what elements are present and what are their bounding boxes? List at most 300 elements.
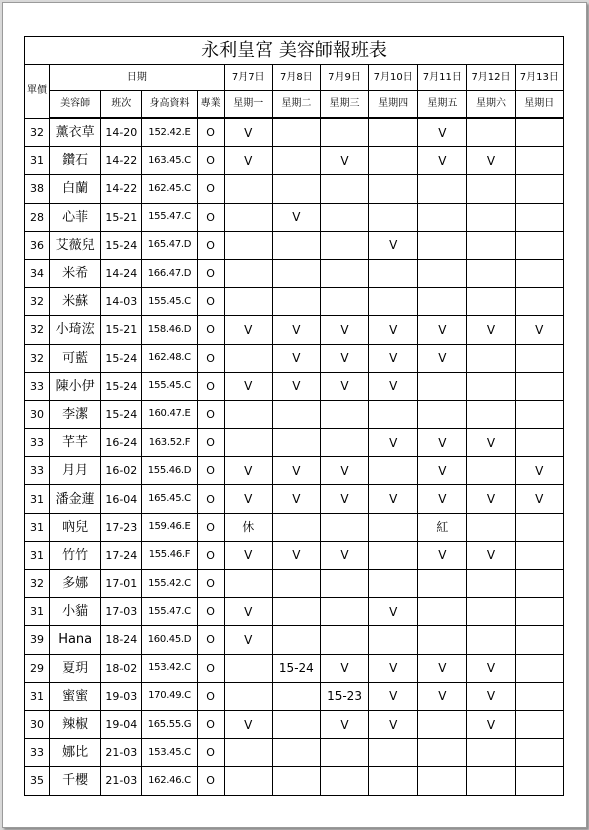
shift-cell[interactable]: 17-03 (101, 598, 142, 626)
info-cell[interactable]: 153.42.C (142, 654, 197, 682)
day-cell[interactable]: V (418, 541, 467, 569)
day-cell[interactable] (418, 767, 467, 795)
day-cell[interactable]: V (467, 429, 515, 457)
name-cell[interactable]: 白蘭 (50, 175, 101, 203)
day-cell[interactable] (369, 259, 418, 287)
info-cell[interactable]: 160.47.E (142, 400, 197, 428)
pro-cell[interactable]: O (197, 147, 224, 175)
day-cell[interactable]: V (369, 682, 418, 710)
weekday-header-6: 星期六 (467, 91, 515, 119)
day-cell[interactable] (515, 259, 563, 287)
shift-cell[interactable]: 18-02 (101, 654, 142, 682)
day-cell[interactable] (418, 570, 467, 598)
weekday-header-1: 星期一 (224, 91, 272, 119)
name-cell[interactable]: 千櫻 (50, 767, 101, 795)
name-cell[interactable]: 蜜蜜 (50, 682, 101, 710)
info-cell[interactable]: 158.46.D (142, 316, 197, 344)
day-cell[interactable]: V (320, 485, 368, 513)
day-cell[interactable] (224, 231, 272, 259)
day-cell[interactable] (369, 400, 418, 428)
day-cell[interactable]: V (224, 541, 272, 569)
day-cell[interactable]: V (224, 118, 272, 147)
shift-cell[interactable]: 19-04 (101, 710, 142, 738)
day-cell[interactable]: V (369, 344, 418, 372)
day-cell[interactable] (418, 739, 467, 767)
day-cell[interactable] (515, 118, 563, 147)
day-cell[interactable] (467, 513, 515, 541)
name-cell[interactable]: 芊芊 (50, 429, 101, 457)
day-cell[interactable] (272, 739, 320, 767)
day-cell[interactable]: V (272, 203, 320, 231)
day-cell[interactable] (320, 118, 368, 147)
day-cell[interactable] (369, 767, 418, 795)
price-cell[interactable]: 30 (25, 710, 50, 738)
day-cell[interactable]: V (418, 147, 467, 175)
day-cell[interactable] (272, 231, 320, 259)
day-cell[interactable]: V (467, 654, 515, 682)
price-cell[interactable]: 33 (25, 739, 50, 767)
day-cell[interactable] (224, 570, 272, 598)
shift-cell[interactable]: 16-02 (101, 457, 142, 485)
info-cell[interactable]: 155.45.C (142, 288, 197, 316)
day-cell[interactable] (467, 175, 515, 203)
day-cell[interactable] (272, 118, 320, 147)
pro-cell[interactable]: O (197, 344, 224, 372)
day-cell[interactable] (467, 457, 515, 485)
day-cell[interactable]: V (224, 147, 272, 175)
day-cell[interactable]: V (418, 429, 467, 457)
price-cell[interactable]: 32 (25, 344, 50, 372)
info-cell[interactable]: 165.45.C (142, 485, 197, 513)
day-cell[interactable]: 紅 (418, 513, 467, 541)
day-cell[interactable] (369, 147, 418, 175)
info-cell[interactable]: 160.45.D (142, 626, 197, 654)
day-cell[interactable] (467, 118, 515, 147)
day-cell[interactable]: V (515, 457, 563, 485)
day-cell[interactable]: V (224, 372, 272, 400)
day-cell[interactable] (272, 147, 320, 175)
pro-cell[interactable]: O (197, 400, 224, 428)
price-cell[interactable]: 32 (25, 570, 50, 598)
day-cell[interactable]: V (369, 598, 418, 626)
price-cell[interactable]: 32 (25, 316, 50, 344)
name-cell[interactable]: 李潔 (50, 400, 101, 428)
day-cell[interactable] (320, 626, 368, 654)
price-cell[interactable]: 36 (25, 231, 50, 259)
day-cell[interactable] (369, 626, 418, 654)
shift-cell[interactable]: 15-24 (101, 344, 142, 372)
price-cell[interactable]: 34 (25, 259, 50, 287)
info-cell[interactable]: 162.46.C (142, 767, 197, 795)
day-cell[interactable]: V (418, 344, 467, 372)
pro-cell[interactable]: O (197, 767, 224, 795)
name-cell[interactable]: 辣椒 (50, 710, 101, 738)
day-cell[interactable]: V (272, 316, 320, 344)
day-cell[interactable] (224, 400, 272, 428)
shift-cell[interactable]: 14-20 (101, 118, 142, 147)
table-row (25, 372, 564, 400)
day-cell[interactable] (320, 513, 368, 541)
table-row (25, 118, 564, 147)
day-cell[interactable] (272, 513, 320, 541)
name-cell[interactable]: 米蘇 (50, 288, 101, 316)
day-cell[interactable] (467, 767, 515, 795)
pro-cell[interactable]: O (197, 513, 224, 541)
pro-cell[interactable]: O (197, 203, 224, 231)
day-cell[interactable] (369, 203, 418, 231)
day-cell[interactable] (272, 175, 320, 203)
day-cell[interactable] (369, 513, 418, 541)
day-cell[interactable] (515, 400, 563, 428)
day-cell[interactable]: V (418, 485, 467, 513)
pro-cell[interactable]: O (197, 175, 224, 203)
info-cell[interactable]: 166.47.D (142, 259, 197, 287)
day-cell[interactable]: V (369, 316, 418, 344)
day-cell[interactable] (272, 400, 320, 428)
shift-cell[interactable]: 21-03 (101, 767, 142, 795)
weekday-header-3: 星期三 (320, 91, 368, 119)
name-cell[interactable]: 夏玥 (50, 654, 101, 682)
name-cell[interactable]: 可藍 (50, 344, 101, 372)
day-cell[interactable]: V (320, 457, 368, 485)
day-cell[interactable]: 休 (224, 513, 272, 541)
pro-cell[interactable]: O (197, 372, 224, 400)
name-cell[interactable]: 鑽石 (50, 147, 101, 175)
day-cell[interactable] (272, 767, 320, 795)
shift-cell[interactable]: 19-03 (101, 682, 142, 710)
pro-cell[interactable]: O (197, 429, 224, 457)
price-cell[interactable]: 31 (25, 147, 50, 175)
day-cell[interactable] (369, 570, 418, 598)
day-cell[interactable] (320, 767, 368, 795)
day-cell[interactable] (224, 259, 272, 287)
shift-cell[interactable]: 14-24 (101, 259, 142, 287)
day-cell[interactable] (272, 710, 320, 738)
day-cell[interactable]: V (272, 485, 320, 513)
day-cell[interactable] (467, 598, 515, 626)
day-cell[interactable] (224, 344, 272, 372)
shift-cell[interactable]: 18-24 (101, 626, 142, 654)
day-cell[interactable]: 15-23 (320, 682, 368, 710)
day-cell[interactable] (224, 288, 272, 316)
day-cell[interactable] (467, 626, 515, 654)
day-cell[interactable] (515, 598, 563, 626)
day-cell[interactable] (418, 400, 467, 428)
name-cell[interactable]: 潘金蓮 (50, 485, 101, 513)
table-row (25, 203, 564, 231)
price-cell[interactable]: 28 (25, 203, 50, 231)
price-cell[interactable]: 29 (25, 654, 50, 682)
info-cell[interactable]: 163.52.F (142, 429, 197, 457)
day-cell[interactable] (320, 429, 368, 457)
price-cell[interactable]: 33 (25, 372, 50, 400)
day-cell[interactable] (320, 259, 368, 287)
day-cell[interactable] (467, 288, 515, 316)
day-cell[interactable] (224, 767, 272, 795)
day-cell[interactable] (467, 570, 515, 598)
pro-cell[interactable]: O (197, 710, 224, 738)
day-cell[interactable] (224, 739, 272, 767)
info-cell[interactable]: 170.49.C (142, 682, 197, 710)
day-cell[interactable]: V (224, 710, 272, 738)
info-cell[interactable]: 155.42.C (142, 570, 197, 598)
name-cell[interactable]: 竹竹 (50, 541, 101, 569)
info-cell[interactable]: 165.55.G (142, 710, 197, 738)
shift-cell[interactable]: 15-21 (101, 203, 142, 231)
day-cell[interactable]: V (320, 541, 368, 569)
day-cell[interactable]: V (224, 485, 272, 513)
day-cell[interactable] (320, 400, 368, 428)
price-cell[interactable]: 33 (25, 457, 50, 485)
price-cell[interactable]: 30 (25, 400, 50, 428)
day-cell[interactable]: V (320, 372, 368, 400)
day-cell[interactable]: V (467, 682, 515, 710)
pro-cell[interactable]: O (197, 598, 224, 626)
day-cell[interactable] (272, 682, 320, 710)
name-cell[interactable]: 心菲 (50, 203, 101, 231)
price-cell[interactable]: 38 (25, 175, 50, 203)
price-cell[interactable]: 32 (25, 118, 50, 147)
name-cell[interactable]: 陳小伊 (50, 372, 101, 400)
info-cell[interactable]: 153.45.C (142, 739, 197, 767)
pro-cell[interactable]: O (197, 541, 224, 569)
day-cell[interactable]: V (320, 710, 368, 738)
day-cell[interactable] (467, 259, 515, 287)
day-cell[interactable] (272, 626, 320, 654)
day-cell[interactable] (224, 203, 272, 231)
pro-cell[interactable]: O (197, 739, 224, 767)
day-cell[interactable] (418, 626, 467, 654)
day-cell[interactable]: V (418, 316, 467, 344)
day-cell[interactable] (515, 654, 563, 682)
info-cell[interactable]: 155.46.F (142, 541, 197, 569)
day-cell[interactable]: V (272, 344, 320, 372)
day-cell[interactable] (369, 739, 418, 767)
day-cell[interactable]: V (224, 626, 272, 654)
day-cell[interactable] (467, 372, 515, 400)
day-cell[interactable] (224, 682, 272, 710)
day-cell[interactable]: V (369, 485, 418, 513)
info-cell[interactable]: 165.47.D (142, 231, 197, 259)
day-cell[interactable] (515, 541, 563, 569)
day-cell[interactable] (418, 288, 467, 316)
shift-cell[interactable]: 16-04 (101, 485, 142, 513)
shift-cell[interactable]: 14-03 (101, 288, 142, 316)
day-cell[interactable]: V (369, 654, 418, 682)
shift-cell[interactable]: 16-24 (101, 429, 142, 457)
table-row (25, 259, 564, 287)
day-cell[interactable]: V (418, 118, 467, 147)
day-cell[interactable] (272, 570, 320, 598)
day-cell[interactable] (418, 259, 467, 287)
spreadsheet-page (2, 2, 587, 828)
shift-cell[interactable]: 14-22 (101, 147, 142, 175)
day-cell[interactable] (515, 710, 563, 738)
name-cell[interactable]: 艾薇兒 (50, 231, 101, 259)
day-cell[interactable]: V (369, 372, 418, 400)
price-cell[interactable]: 31 (25, 485, 50, 513)
name-cell[interactable]: 小貓 (50, 598, 101, 626)
day-cell[interactable] (320, 231, 368, 259)
pro-cell[interactable]: O (197, 118, 224, 147)
day-cell[interactable] (369, 457, 418, 485)
day-cell[interactable] (467, 344, 515, 372)
day-cell[interactable]: V (467, 147, 515, 175)
pro-cell[interactable]: O (197, 570, 224, 598)
day-cell[interactable] (515, 231, 563, 259)
pro-cell[interactable]: O (197, 316, 224, 344)
day-cell[interactable] (272, 259, 320, 287)
day-cell[interactable] (515, 203, 563, 231)
day-cell[interactable]: V (369, 710, 418, 738)
day-cell[interactable] (418, 231, 467, 259)
day-cell[interactable]: V (224, 316, 272, 344)
name-cell[interactable]: 薰衣草 (50, 118, 101, 147)
day-cell[interactable]: V (320, 147, 368, 175)
shift-cell[interactable]: 14-22 (101, 175, 142, 203)
info-cell[interactable]: 155.47.C (142, 598, 197, 626)
pro-cell[interactable]: O (197, 682, 224, 710)
table-row (25, 485, 564, 513)
day-cell[interactable] (515, 513, 563, 541)
day-cell[interactable]: V (467, 710, 515, 738)
day-cell[interactable]: V (272, 372, 320, 400)
day-cell[interactable]: V (467, 316, 515, 344)
day-cell[interactable]: V (369, 429, 418, 457)
pro-cell[interactable]: O (197, 231, 224, 259)
day-cell[interactable] (467, 203, 515, 231)
day-cell[interactable]: V (320, 344, 368, 372)
day-cell[interactable] (467, 231, 515, 259)
info-cell[interactable]: 152.42.E (142, 118, 197, 147)
day-cell[interactable] (224, 654, 272, 682)
name-cell[interactable]: 米希 (50, 259, 101, 287)
day-cell[interactable]: V (418, 682, 467, 710)
day-cell[interactable]: 15-24 (272, 654, 320, 682)
shift-cell[interactable]: 15-24 (101, 400, 142, 428)
info-cell[interactable]: 159.46.E (142, 513, 197, 541)
day-cell[interactable] (418, 175, 467, 203)
day-cell[interactable]: V (418, 457, 467, 485)
info-cell[interactable]: 155.47.C (142, 203, 197, 231)
price-cell[interactable]: 31 (25, 541, 50, 569)
name-cell[interactable]: 吶兒 (50, 513, 101, 541)
day-cell[interactable] (515, 767, 563, 795)
day-cell[interactable]: V (369, 231, 418, 259)
day-cell[interactable] (320, 288, 368, 316)
day-cell[interactable] (418, 203, 467, 231)
day-cell[interactable]: V (224, 457, 272, 485)
table-row (25, 344, 564, 372)
price-cell[interactable]: 31 (25, 513, 50, 541)
price-cell[interactable]: 35 (25, 767, 50, 795)
day-cell[interactable] (515, 344, 563, 372)
day-cell[interactable] (320, 175, 368, 203)
day-cell[interactable] (515, 626, 563, 654)
day-cell[interactable] (369, 118, 418, 147)
pro-cell[interactable]: O (197, 288, 224, 316)
day-cell[interactable] (515, 739, 563, 767)
table-row (25, 598, 564, 626)
price-cell[interactable]: 33 (25, 429, 50, 457)
price-cell[interactable]: 39 (25, 626, 50, 654)
info-cell[interactable]: 162.45.C (142, 175, 197, 203)
name-cell[interactable]: 月月 (50, 457, 101, 485)
day-cell[interactable] (224, 175, 272, 203)
shift-cell[interactable]: 21-03 (101, 739, 142, 767)
price-cell[interactable]: 32 (25, 288, 50, 316)
table-row (25, 429, 564, 457)
day-cell[interactable] (320, 203, 368, 231)
day-cell[interactable] (467, 400, 515, 428)
shift-cell[interactable]: 15-24 (101, 231, 142, 259)
name-cell[interactable]: Hana (50, 626, 101, 654)
pro-cell[interactable]: O (197, 626, 224, 654)
day-cell[interactable] (320, 598, 368, 626)
info-cell[interactable]: 155.46.D (142, 457, 197, 485)
day-cell[interactable] (515, 288, 563, 316)
day-cell[interactable]: V (515, 485, 563, 513)
day-cell[interactable]: V (515, 316, 563, 344)
day-cell[interactable]: V (272, 457, 320, 485)
shift-cell[interactable]: 15-24 (101, 372, 142, 400)
day-cell[interactable]: V (224, 598, 272, 626)
shift-cell[interactable]: 17-01 (101, 570, 142, 598)
price-cell[interactable]: 31 (25, 682, 50, 710)
day-cell[interactable]: V (418, 654, 467, 682)
day-cell[interactable] (418, 710, 467, 738)
day-cell[interactable]: V (320, 654, 368, 682)
pro-cell[interactable]: O (197, 485, 224, 513)
info-cell[interactable]: 155.45.C (142, 372, 197, 400)
day-cell[interactable] (515, 570, 563, 598)
day-cell[interactable] (272, 288, 320, 316)
info-cell[interactable]: 163.45.C (142, 147, 197, 175)
pro-cell[interactable]: O (197, 457, 224, 485)
day-cell[interactable] (515, 372, 563, 400)
day-cell[interactable] (515, 429, 563, 457)
day-cell[interactable]: V (467, 541, 515, 569)
day-cell[interactable] (418, 372, 467, 400)
name-cell[interactable]: 娜比 (50, 739, 101, 767)
shift-cell[interactable]: 17-23 (101, 513, 142, 541)
pro-cell[interactable]: O (197, 259, 224, 287)
day-cell[interactable] (515, 682, 563, 710)
shift-cell[interactable]: 15-21 (101, 316, 142, 344)
day-cell[interactable]: V (272, 541, 320, 569)
shift-cell[interactable]: 17-24 (101, 541, 142, 569)
day-cell[interactable] (369, 175, 418, 203)
name-cell[interactable]: 多娜 (50, 570, 101, 598)
info-cell[interactable]: 162.48.C (142, 344, 197, 372)
day-cell[interactable] (515, 175, 563, 203)
day-cell[interactable] (320, 570, 368, 598)
day-cell[interactable]: V (467, 485, 515, 513)
day-cell[interactable] (418, 598, 467, 626)
day-cell[interactable] (224, 429, 272, 457)
price-cell[interactable]: 31 (25, 598, 50, 626)
day-cell[interactable] (369, 541, 418, 569)
day-cell[interactable] (369, 288, 418, 316)
pro-cell[interactable]: O (197, 654, 224, 682)
day-cell[interactable]: V (320, 316, 368, 344)
day-cell[interactable] (272, 598, 320, 626)
day-cell[interactable] (467, 739, 515, 767)
day-cell[interactable] (515, 147, 563, 175)
day-cell[interactable] (272, 429, 320, 457)
name-cell[interactable]: 小琦浤 (50, 316, 101, 344)
day-cell[interactable] (320, 739, 368, 767)
